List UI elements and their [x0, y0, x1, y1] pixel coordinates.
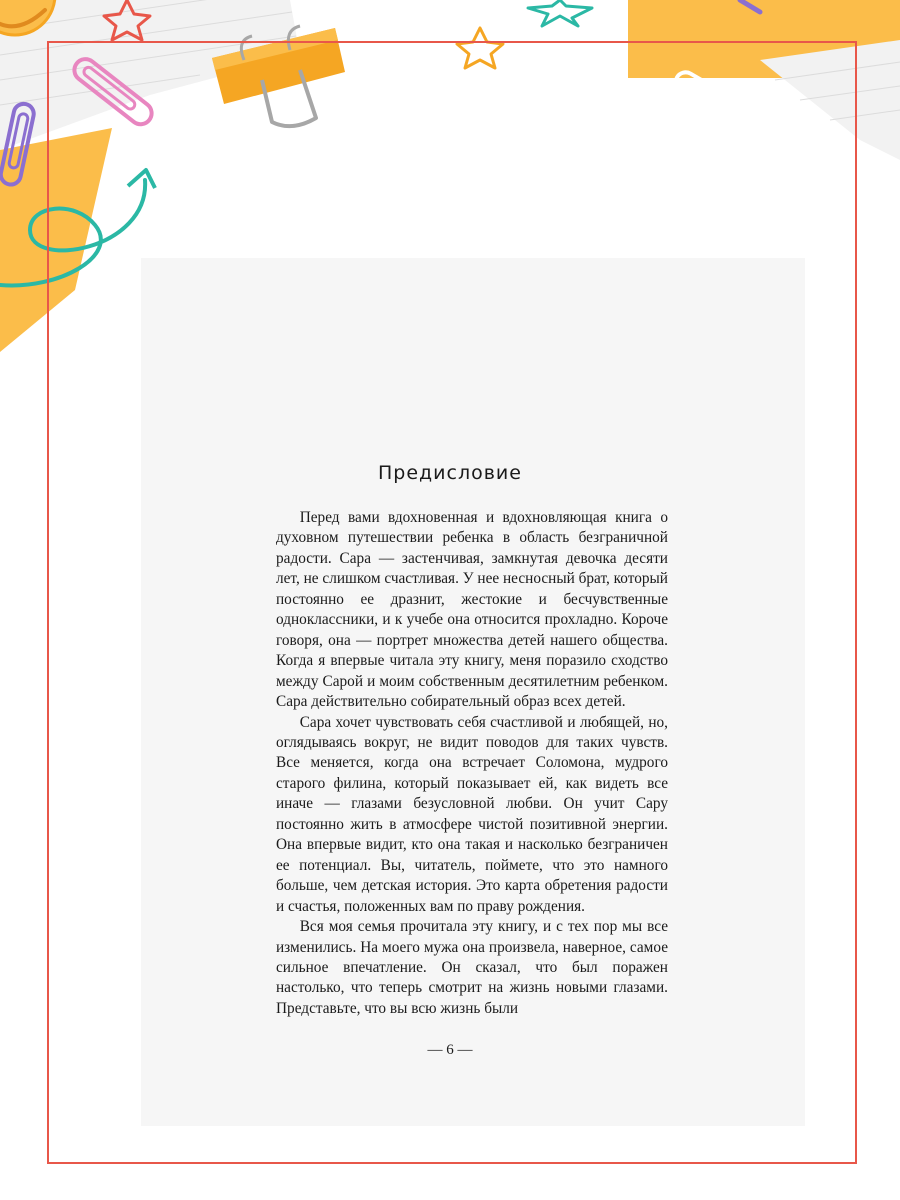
page-title: Предисловие [378, 462, 522, 484]
body-text [276, 508, 668, 1019]
paragraph-1: Перед вами вдохновенная и вдохновляющая книга о духовном путешествии ребенка в область безграничной радости. Сара — застенчивая, замкнутая девочка десяти лет, не слишком счастливая. У нее несносный брат, который постоянно ее дразнит, жестокие и бесчувственные одноклассники, и к учебе она относится прохладно. Короче говоря, она — портрет множества детей нашего общества. Когда я впервые читала эту книгу, меня поразило сходство между Сарой и моим собственным десятилетним ребенком. Сара действительно собирательный образ всех детей. [276, 509, 668, 711]
paragraph-3: Вся моя семья прочитала эту книгу, и с тех пор мы все изменились. На моего мужа она произвела, наверное, самое сильное впечатление. Он сказал, что был поражен настолько, что теперь смотрит на жизнь новыми глазами. Представьте, что вы всю жизнь были [276, 918, 668, 1017]
paragraph-2: Сара хочет чувствовать себя счастливой и любящей, но, оглядываясь вокруг, не видит поводов для таких чувств. Все меняется, когда она встречает Соломона, мудрого старого филина, который показывает ей, как видеть все иначе — глазами безусловной любви. Он учит Сару постоянно жить в атмосфере чистой позитивной энергии. Она впервые видит, кто она такая и насколько безграничен ее потенциал. Вы, читатель, поймете, что это намного больше, чем детская история. Это карта обретения радости и счастья, положенных вам по праву рождения. [276, 713, 668, 915]
page-number: — 6 — [427, 1042, 473, 1058]
star-icon [528, 0, 592, 26]
